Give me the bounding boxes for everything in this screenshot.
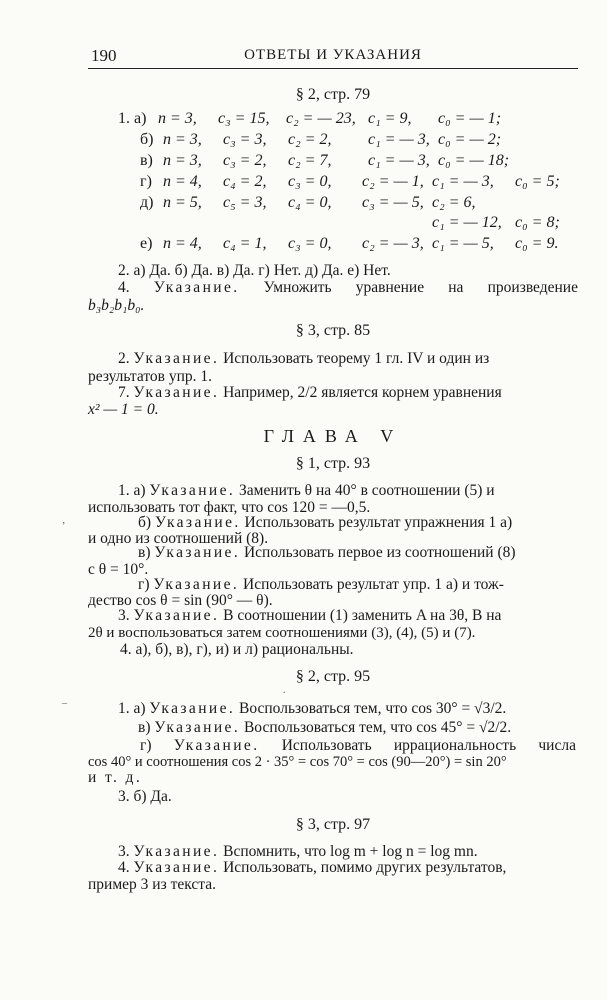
table-cell: c₂ = 7, [288, 152, 332, 169]
chapter-title: ГЛАВА V [263, 426, 403, 446]
item-label: 1. а) [118, 110, 147, 127]
text-line: и одно из соотношений (8). [88, 530, 269, 547]
text-fragment: 3. [118, 843, 130, 860]
text-fragment: в) [138, 544, 151, 561]
table-cell: c₃ = 0, [288, 173, 332, 190]
hint-label: Указание. [154, 719, 241, 736]
page-number: 190 [91, 46, 117, 65]
table-cell: c₀ = 9. [515, 235, 559, 252]
text-fragment: уравнение [355, 279, 425, 296]
section-heading: § 2, стр. 95 [295, 668, 371, 685]
item-label: б) [140, 131, 154, 148]
table-cell: c₀ = — 2; [438, 131, 502, 148]
item-label: е) [140, 235, 153, 252]
table-cell: c₄ = 1, [223, 235, 267, 252]
text-fragment: В соотношении (1) заменить A на 3θ, B на [223, 607, 502, 624]
hint-label: Указание. [154, 544, 241, 561]
section-heading: § 2, стр. 79 [295, 86, 371, 103]
hint-label: Указание. [153, 279, 240, 296]
table-cell: c₃ = 15, [218, 110, 270, 127]
text-fragment: 1. а) [118, 700, 146, 717]
text-line [118, 700, 506, 718]
text-line [88, 279, 578, 297]
text-fragment: 7. [118, 384, 130, 401]
table-cell: c₃ = 0, [288, 235, 332, 252]
text-fragment: г) [138, 576, 150, 593]
hint-label: Указание. [149, 700, 236, 717]
text-fragment: 2. [118, 350, 130, 367]
text-fragment: г) [140, 737, 152, 754]
text-fragment: Например, 2/2 является корнем уравнения [223, 384, 502, 401]
table-cell: c₀ = 8; [515, 214, 560, 231]
table-cell: c₂ = 6, [432, 194, 476, 211]
table-cell: c₂ = — 1, [362, 173, 424, 190]
table-cell: n = 3, [163, 152, 202, 169]
section-heading: § 1, стр. 93 [295, 455, 371, 472]
text-line: и т. д. [88, 769, 143, 786]
page-header [88, 42, 578, 69]
table-cell: c₃ = — 5, [362, 194, 424, 211]
item-label: д) [140, 194, 154, 211]
text-fragment: 4. [118, 279, 130, 296]
text-line: использовать тот факт, что cos 120 = —0,5. [88, 499, 371, 516]
text-line [138, 544, 516, 562]
text-fragment: Воспользоваться тем, что cos 30° = √3/2. [239, 700, 507, 717]
section-heading: § 3, стр. 85 [295, 322, 371, 339]
text-fragment: Использовать первое из соотношений (8) [243, 544, 516, 561]
hint-label: Указание. [133, 843, 220, 860]
text-fragment: на [448, 279, 464, 296]
table-cell: c₁ = — 12, [432, 214, 502, 231]
text-line [118, 859, 506, 877]
text-line: 2θ и воспользоваться затем соотношениями (3), (4), (5) и (7). [88, 625, 476, 641]
table-cell: c₀ = — 1; [438, 110, 502, 127]
table-cell: c₄ = 2, [223, 173, 267, 190]
scan-mark: . [283, 685, 286, 696]
table-cell: n = 5, [163, 194, 202, 211]
table-cell: n = 3, [163, 131, 202, 148]
text-line: 3. б) Да. [118, 788, 172, 805]
text-line: 4. а), б), в), г), и) и л) рациональны. [120, 641, 354, 658]
text-line: 2. а) Да. б) Да. в) Да. г) Нет. д) Да. е) Нет. [118, 262, 391, 279]
table-cell: n = 4, [163, 235, 202, 252]
text-fragment: Использовать результат упражнения 1 а) [244, 514, 513, 531]
table-cell: c₀ = — 18; [438, 152, 510, 169]
item-label: в) [140, 152, 153, 169]
text-fragment: Воспользоваться тем, что cos 45° = √2/2. [243, 719, 512, 736]
text-fragment: Умножить [263, 279, 332, 296]
text-line: дество cos θ = sin (90° — θ). [88, 592, 273, 609]
hint-label: Указание. [133, 859, 220, 876]
text-line [118, 607, 501, 625]
table-cell: c₂ = — 3, [362, 235, 424, 252]
table-cell: c₁ = — 3, [368, 152, 430, 169]
text-line [118, 350, 489, 368]
text-fragment: иррациональность [393, 737, 517, 754]
text-fragment: б) [138, 514, 152, 531]
text-fragment: 4. [118, 859, 130, 876]
text-line [118, 482, 495, 500]
text-fragment: Заменить θ на 40° в соотношении (5) и [239, 482, 495, 499]
hint-label: Указание. [153, 576, 240, 593]
text-fragment: числа [538, 737, 576, 754]
text-line [138, 719, 511, 737]
table-cell: c₁ = — 3, [368, 131, 430, 148]
table-cell: c₂ = — 23, [286, 110, 356, 127]
hint-label: Указание. [173, 737, 260, 754]
table-cell: c₃ = 2, [223, 152, 267, 169]
hint-label: Указание. [154, 514, 241, 531]
text-fragment: Использовать результат упр. 1 а) и тож- [243, 576, 504, 593]
table-cell: n = 3, [158, 110, 197, 127]
text-line: с θ = 10°. [88, 561, 149, 578]
hint-label: Указание. [133, 350, 220, 367]
text-line: x² — 1 = 0. [88, 401, 159, 418]
table-cell: c₁ = — 5, [432, 235, 494, 252]
table-cell: c₂ = 2, [288, 131, 332, 148]
table-cell: c₅ = 3, [223, 194, 267, 211]
text-line: результатов упр. 1. [88, 368, 213, 385]
table-cell: c₁ = 9, [368, 110, 412, 127]
table-cell: n = 4, [163, 173, 202, 190]
text-line: пример 3 из текста. [88, 876, 216, 893]
item-label: г) [140, 173, 152, 190]
hint-label: Указание. [133, 384, 220, 401]
section-heading: § 3, стр. 97 [295, 816, 371, 833]
text-line: b₃b₂b₁b₀. [88, 297, 145, 314]
hint-label: Указание. [149, 482, 236, 499]
table-cell: c₁ = — 3, [432, 173, 494, 190]
text-fragment: 3. [118, 607, 130, 624]
text-line [118, 384, 502, 402]
hint-label: Указание. [133, 607, 220, 624]
text-fragment: Использовать, помимо других результатов, [223, 859, 507, 876]
text-fragment: произведение [487, 279, 578, 296]
text-line: cos 40° и соотношения cos 2 · 35° = cos 70° = cos (90—20°) = sin 20° [88, 754, 507, 770]
text-fragment: в) [138, 719, 151, 736]
text-fragment: Использовать теорему 1 гл. IV и один из [223, 350, 490, 367]
scan-mark: – [62, 698, 67, 709]
text-fragment: 1. а) [118, 482, 146, 499]
table-cell: c₀ = 5; [515, 173, 560, 190]
table-cell: c₄ = 0, [288, 194, 332, 211]
scan-mark: ‚ [62, 515, 66, 526]
running-head: ОТВЕТЫ И УКАЗАНИЯ [244, 47, 422, 63]
text-fragment: Вспомнить, что log m + log n = log mn. [223, 843, 478, 860]
table-cell: c₃ = 3, [223, 131, 267, 148]
text-fragment: Использовать [281, 737, 372, 754]
